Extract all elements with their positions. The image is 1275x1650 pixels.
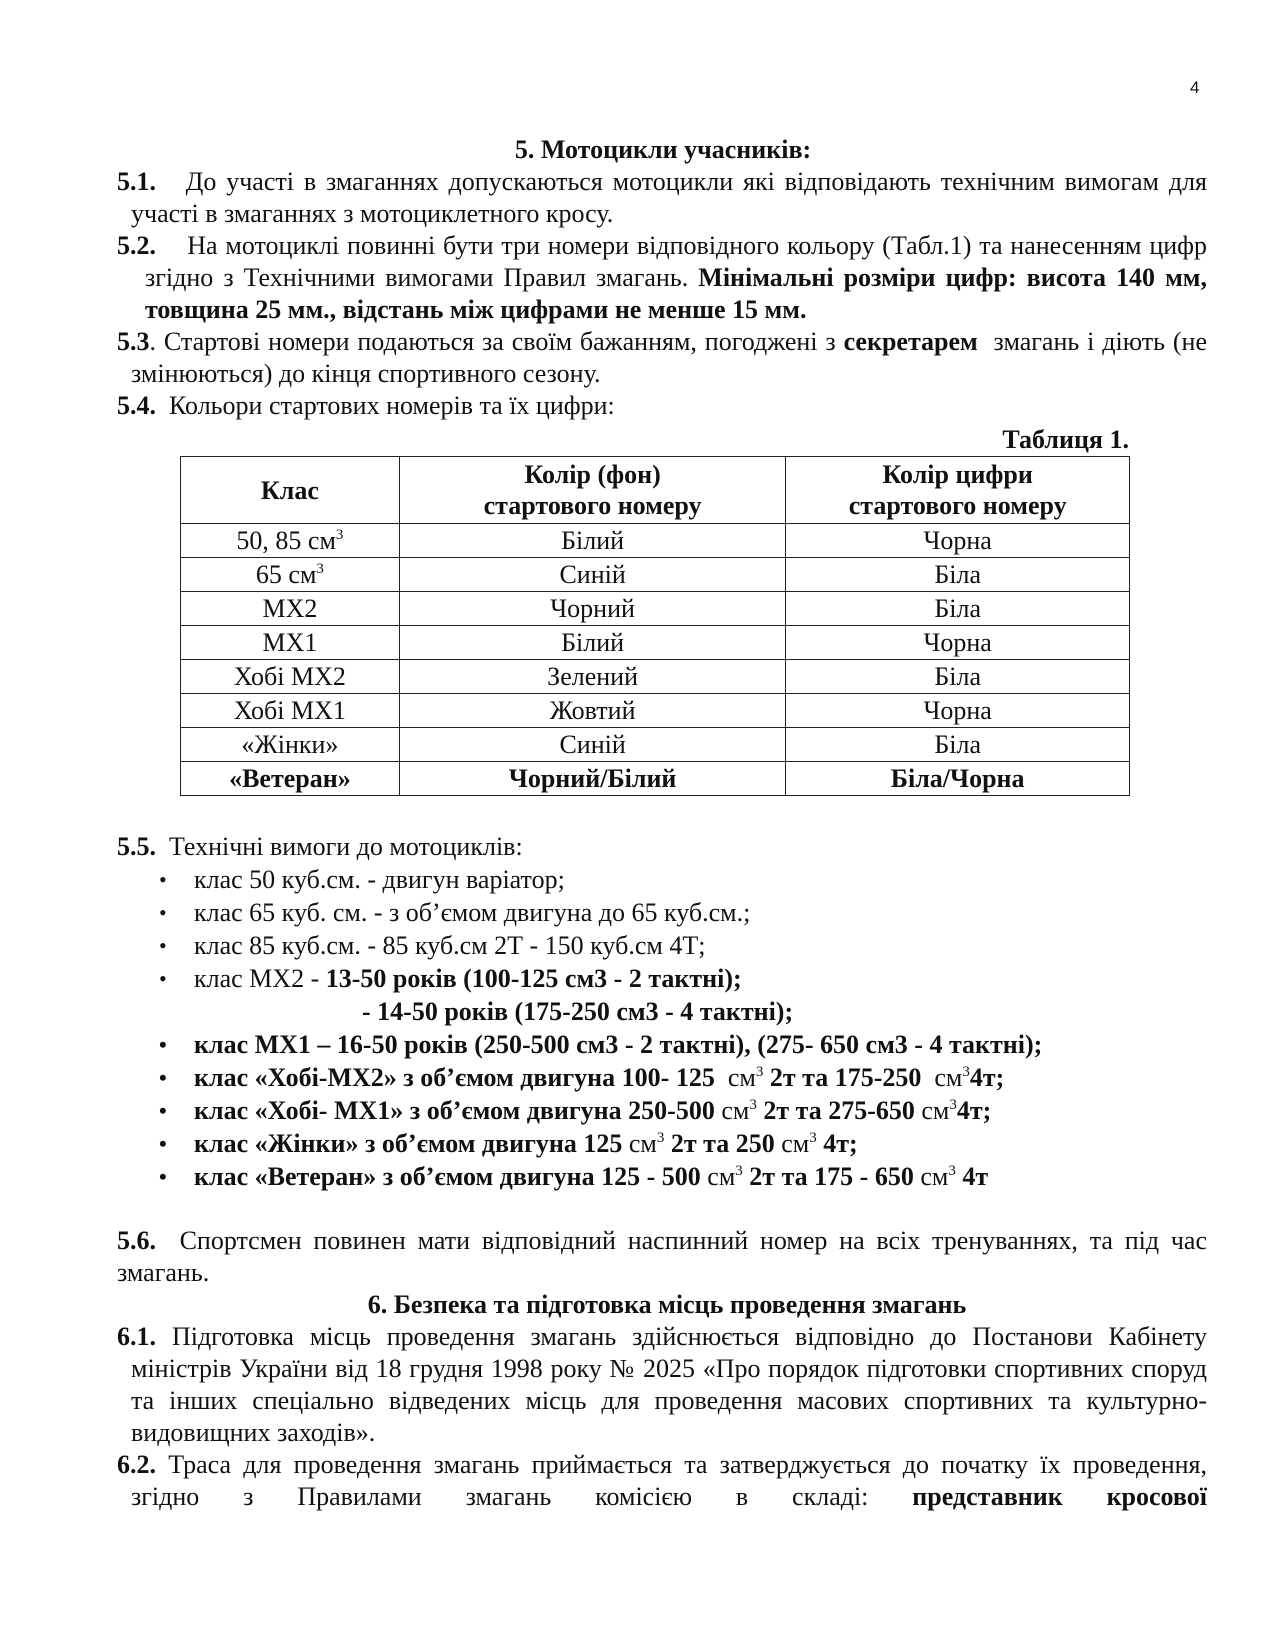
paragraph-5-1: [117, 166, 1207, 230]
paragraph-5-6-number: 5.6.: [117, 1226, 156, 1255]
section-5-heading: 5. Мотоцикли учасників:: [514, 135, 812, 164]
unit-cm: см: [707, 1162, 736, 1191]
cell-digit-color: Чорна: [786, 694, 1130, 728]
paragraph-5-3-text-b: змагань і діють (не змінюються) до кінця спортивного сезону.: [131, 327, 1207, 388]
unit-superscript: 3: [749, 1097, 757, 1113]
technical-requirements-list: [117, 863, 1207, 1193]
unit-superscript: 3: [809, 1130, 817, 1146]
unit-cm: см: [727, 1063, 756, 1092]
table-row: [181, 660, 1130, 694]
cell-background-color: Чорний: [399, 592, 786, 626]
start-number-colors-table: [180, 456, 1130, 796]
paragraph-6-2-bold: представник кросової: [912, 1482, 1207, 1511]
table-row: [181, 524, 1130, 558]
paragraph-5-6: [117, 1225, 1207, 1289]
paragraph-6-1: [117, 1321, 1207, 1449]
table-row: [181, 728, 1130, 762]
table-header-row: [181, 457, 1130, 524]
unit-superscript: 3: [948, 1163, 956, 1179]
cell-class: [181, 524, 400, 558]
paragraph-5-3-text-a: . Стартові номери подаються за своїм бажанням, погоджені з: [149, 327, 836, 356]
cell-class: МХ1: [181, 626, 400, 660]
class-label: 50, 85 см: [236, 525, 336, 555]
paragraph-5-6-text: Спортсмен повинен мати відповідний наспинний номер на всіх тренуваннях, та під час змагань.: [117, 1226, 1208, 1287]
list-item-text: клас «Ветеран» з об’ємом двигуна 125 - 500: [194, 1162, 701, 1191]
header-background-color: [399, 457, 786, 524]
list-item-text: 4т;: [956, 1096, 992, 1125]
list-item: [159, 1061, 1207, 1094]
cell-digit-color: Біла: [786, 592, 1130, 626]
document-body: [117, 134, 1207, 1513]
list-item: [159, 1160, 1207, 1193]
unit-superscript: 3: [755, 1064, 764, 1080]
unit-superscript: 3: [962, 1064, 970, 1080]
list-item: • клас 65 куб. см. - з об’ємом двигуна до 65 куб.см.;: [159, 896, 1207, 929]
unit-superscript: 3: [735, 1163, 743, 1179]
paragraph-5-4-number: 5.4.: [117, 391, 156, 420]
table-row: [181, 592, 1130, 626]
unit-cm: см: [781, 1129, 810, 1158]
table-row: [181, 762, 1130, 796]
cell-class: МХ2: [181, 592, 400, 626]
list-item-text: клас «Хобі- МХ1» з об’ємом двигуна 250-500: [194, 1096, 715, 1125]
header-background-color-line2: стартового номеру: [483, 491, 702, 520]
paragraph-5-5: [117, 831, 1207, 863]
paragraph-5-1-number: 5.1.: [117, 167, 156, 196]
list-item: • клас 50 куб.см. - двигун варіатор;: [159, 863, 1207, 896]
list-item-text: клас «Хобі-МХ2» з об’ємом двигуна 100- 125: [194, 1063, 715, 1092]
paragraph-5-2: [117, 230, 1207, 326]
paragraph-6-1-text: Підготовка місць проведення змагань здійснюється відповідно до Постанови Кабінету міністрів України від 18 грудня 1998 року № 2025 «Про порядок підготовки спортивних споруд та інших спеціально відведених місць для проведення масових спортивних та культурно-видовищних заходів».: [131, 1322, 1208, 1447]
paragraph-5-4-text: Кольори стартових номерів та їх цифри:: [169, 391, 615, 420]
header-digit-color-line2: стартового номеру: [848, 491, 1067, 520]
list-item-text: 2т та 250: [670, 1129, 775, 1158]
cell-background-color: Білий: [399, 626, 786, 660]
paragraph-5-2-text: На мотоциклі повинні бути три номери відповідного кольору (Табл.1) та нанесенням цифр згідно з Технічними вимогами Правил змагань.: [145, 231, 1207, 292]
cell-digit-color: Біла: [786, 728, 1130, 762]
list-item-text: клас МХ2 -: [194, 964, 320, 993]
cell-digit-color: Біла/Чорна: [786, 762, 1130, 796]
unit-cm: см: [920, 1162, 949, 1191]
table-row: [181, 626, 1130, 660]
cell-digit-color: Чорна: [786, 626, 1130, 660]
paragraph-5-4: [117, 390, 1207, 422]
cell-background-color: Синій: [399, 728, 786, 762]
unit-cm: см: [628, 1129, 657, 1158]
cell-background-color: Білий: [399, 524, 786, 558]
paragraph-6-1-number: 6.1.: [117, 1322, 156, 1351]
paragraph-5-3-bold: секретарем: [843, 327, 978, 356]
list-item-text: 4т;: [969, 1063, 1005, 1092]
page-number: 4: [1190, 78, 1200, 97]
cell-class: Хобі МХ1: [181, 694, 400, 728]
class-superscript: 3: [316, 560, 324, 577]
paragraph-5-1-text: До участі в змаганнях допускаються мотоцикли які відповідають технічним вимогам для участі в змаганнях з мотоциклетного кросу.: [131, 167, 1208, 228]
table-row: [181, 558, 1130, 592]
table-caption: Таблиця 1.: [1002, 425, 1129, 454]
cell-background-color: Синій: [399, 558, 786, 592]
cell-digit-color: Біла: [786, 660, 1130, 694]
table-row: [181, 694, 1130, 728]
cell-class: [181, 558, 400, 592]
list-item-text: 2т та 175-250: [769, 1063, 922, 1092]
paragraph-5-5-text: Технічні вимоги до мотоциклів:: [169, 832, 523, 861]
list-item: [159, 962, 1207, 995]
header-digit-color: [786, 457, 1130, 524]
list-item: • клас МХ1 – 16-50 років (250-500 см3 - 2 тактні), (275- 650 см3 - 4 тактні);: [159, 1028, 1207, 1061]
list-item-text: клас «Жінки» з об’ємом двигуна 125: [194, 1129, 623, 1158]
unit-cm: см: [721, 1096, 750, 1125]
list-item-text: 2т та 275-650: [763, 1096, 915, 1125]
list-item-continuation: - 14-50 років (175-250 см3 - 4 тактні);: [362, 997, 794, 1026]
paragraph-6-2-text: Траса для проведення змагань приймається та затверджується до початку їх проведення, згідно з Правилами змагань комісією в складі:: [131, 1450, 1208, 1511]
header-class: Клас: [181, 457, 400, 524]
cell-background-color: Чорний/Білий: [399, 762, 786, 796]
list-item-bold: 13-50 років (100-125 см3 - 2 тактні);: [325, 964, 742, 993]
cell-background-color: Зелений: [399, 660, 786, 694]
cell-digit-color: Чорна: [786, 524, 1130, 558]
paragraph-6-2: [117, 1449, 1207, 1513]
list-item-text: 4т;: [823, 1129, 858, 1158]
paragraph-5-3: [117, 326, 1207, 390]
paragraph-5-2-bold: Мінімальні розміри цифр: висота 140 мм, товщина 25 мм., відстань між цифрами не менше 15 мм.: [145, 263, 1208, 324]
paragraph-5-2-number: 5.2.: [117, 231, 156, 260]
header-digit-color-line1: Колір цифри: [882, 460, 1033, 489]
list-item-text: 2т та 175 - 650: [749, 1162, 914, 1191]
paragraph-6-2-number: 6.2.: [117, 1450, 156, 1479]
class-label: 65 см: [255, 559, 317, 589]
list-item: [159, 1094, 1207, 1127]
cell-digit-color: Біла: [786, 558, 1130, 592]
list-item-text: 4т: [962, 1162, 989, 1191]
unit-cm: см: [934, 1063, 963, 1092]
unit-cm: см: [921, 1096, 950, 1125]
cell-class: «Ветеран»: [181, 762, 400, 796]
unit-superscript: 3: [949, 1097, 957, 1113]
class-superscript: 3: [335, 526, 344, 543]
paragraph-5-3-number: 5.3: [117, 327, 150, 356]
header-background-color-line1: Колір (фон): [524, 460, 661, 489]
cell-class: «Жінки»: [181, 728, 400, 762]
section-6-heading: 6. Безпека та підготовка місць проведення змагань: [367, 1290, 967, 1319]
cell-background-color: Жовтий: [399, 694, 786, 728]
list-item: [159, 1127, 1207, 1160]
paragraph-5-5-number: 5.5.: [117, 832, 156, 861]
list-item: • клас 85 куб.см. - 85 куб.см 2Т - 150 куб.см 4Т;: [159, 929, 1207, 962]
cell-class: Хобі МХ2: [181, 660, 400, 694]
unit-superscript: 3: [656, 1130, 665, 1146]
